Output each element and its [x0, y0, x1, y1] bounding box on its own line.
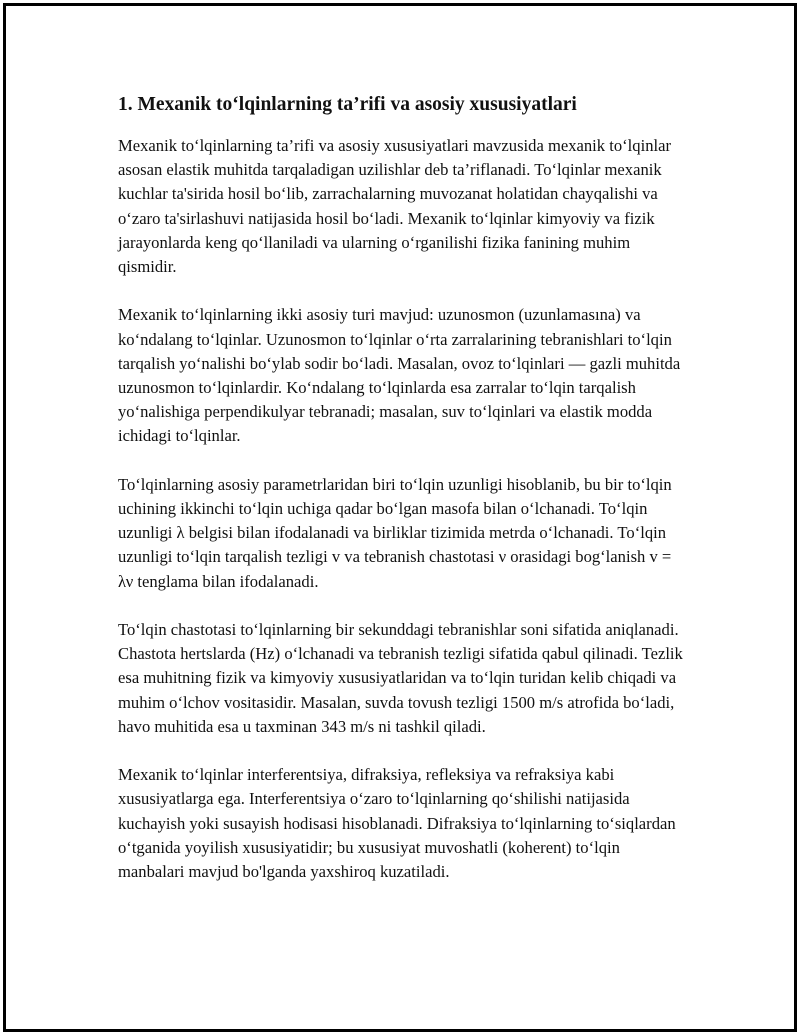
paragraph-wave-types: Mexanik to‘lqinlarning ikki asosiy turi mavjud: uzunosmon (uzunlamasına) va ko‘ndalang to‘lqinlar. Uzunosmon to‘lqinlar o‘rta zarralarining tebranishlari to‘lqin tarqalish yo‘nalishi bo‘ylab sodir bo‘ladi. Masalan, ovoz to‘lqinlari — gazli muhitda uzunosmon to‘lqinlardir. Ko‘ndalang to‘lqinlarda esa zarralar to‘lqin tarqalish yo‘nalishiga perpendikulyar tebranadi; masalan, suv to‘lqinlari va elastik modda ichidagi to‘lqinlar. — [118, 305, 681, 446]
paragraph-wavelength: To‘lqinlarning asosiy parametrlaridan biri to‘lqin uzunligi hisoblanib, bu bir to‘lqin uchining ikkinchi to‘lqin uchiga qadar bo‘lgan masofa bilan o‘lchanadi. To‘lqin uzunligi λ belgisi bilan ifodalanadi va birliklar tizimida metrda o‘lchanadi. To‘lqin uzunligi to‘lqin tarqalish tezligi v va tebranish chastotasi ν orasidagi bog‘lanish v = λν tenglama bilan ifodalanadi. — [118, 474, 672, 591]
paragraph-properties: Mexanik to‘lqinlar interferentsiya, difraksiya, refleksiya va refraksiya kabi xususiyatlarga ega. Interferentsiya o‘zaro to‘lqinlarning qo‘shilishi natijasida kuchayish yoki susayish hodisasi hisoblanadi. Difraksiya to‘lqinlarning to‘siqlardan o‘tganida yoyilish xususiyatidir; bu xususiyat muvoshatli (koherent) to‘lqin manbalari mavjud bo'lganda yaxshiroq kuzatiladi. — [118, 765, 676, 882]
paragraph-definition: Mexanik to‘lqinlarning ta’rifi va asosiy xususiyatlari mavzusida mexanik to‘lqinlar asosan elastik muhitda tarqaladigan uzilishlar deb ta’riflanadi. To‘lqinlar mexanik kuchlar ta'sirida hosil bo‘lib, zarrachalarning muvozanat holatidan chayqalishi va o‘zaro ta'sirlashuvi natijasida hosil bo‘ladi. Mexanik to‘lqinlar kimyoviy va fizik jarayonlarda keng qo‘llaniladi va ularning o‘rganilishi fizika fanining muhim qismidir. — [118, 136, 671, 277]
section-heading: 1. Mexanik to‘lqinlarning ta’rifi va asosiy xususiyatlari — [118, 94, 577, 115]
document-body — [118, 92, 688, 908]
paragraph-frequency: To‘lqin chastotasi to‘lqinlarning bir sekunddagi tebranishlar soni sifatida aniqlanadi. Chastota hertslarda (Hz) o‘lchanadi va tebranish tezligi sifatida qabul qilinadi. Tezlik esa muhitning fizik va kimyoviy xususiyatlaridan va to‘lqin turidan kelib chiqadi va muhim o‘lchov vositasidir. Masalan, suvda tovush tezligi 1500 m/s atrofida bo‘ladi, havo muhitida esa u taxminan 343 m/s ni tashkil qiladi. — [118, 620, 683, 736]
